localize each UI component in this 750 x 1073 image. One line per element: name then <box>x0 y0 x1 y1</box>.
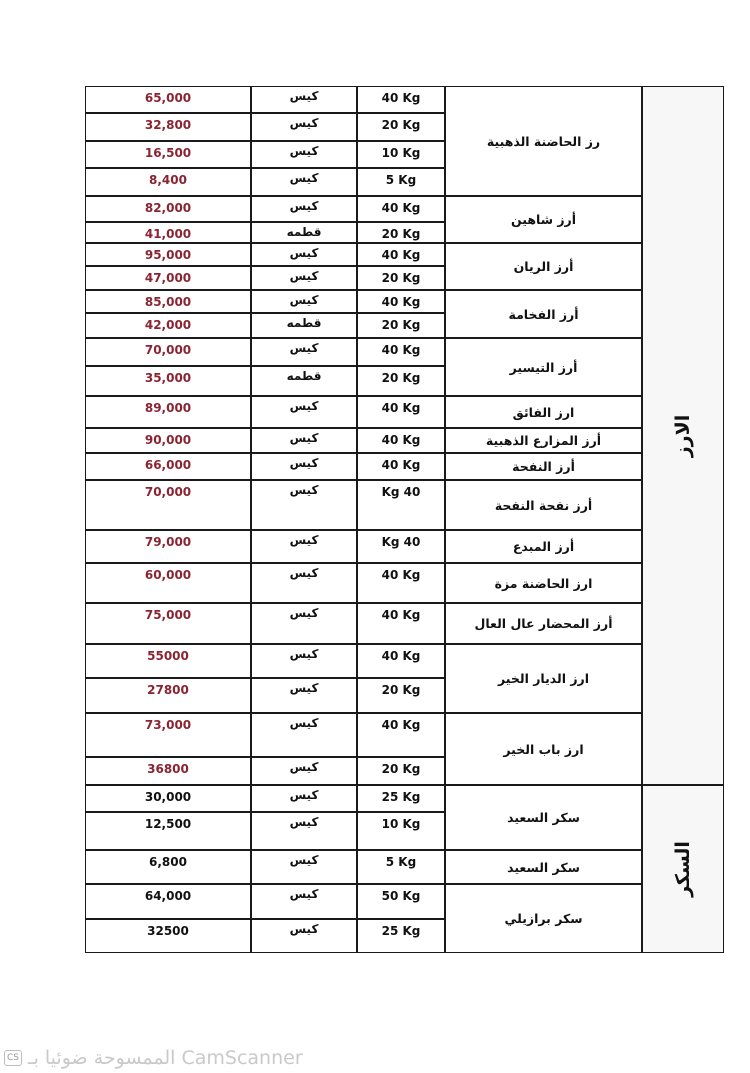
weight-cell: 40 Kg <box>357 453 445 480</box>
weight-cell: 40 Kg <box>357 603 445 644</box>
watermark-text: الممسوحة ضوئيا بـ CamScanner <box>28 1047 303 1069</box>
unit-cell: كيس <box>251 86 357 113</box>
price-cell: 70,000 <box>85 338 251 366</box>
product-name-cell: ارز الحاضنة مزة <box>445 563 642 603</box>
weight-cell: 40 Kg <box>357 243 445 266</box>
category-cell <box>642 785 724 953</box>
product-name-cell: أرز المزارع الذهبية <box>445 428 642 453</box>
product-name-cell: أرز التيسير <box>445 338 642 396</box>
product-name-cell: أرز نفحة النفحة <box>445 480 642 530</box>
unit-cell: قطمه <box>251 313 357 338</box>
price-cell: 36800 <box>85 757 251 785</box>
price-cell: 70,000 <box>85 480 251 530</box>
unit-cell: كيس <box>251 428 357 453</box>
weight-cell: 20 Kg <box>357 757 445 785</box>
category-cell <box>642 86 724 785</box>
category-label: السكر <box>672 841 694 897</box>
weight-cell: 20 Kg <box>357 113 445 141</box>
price-cell: 42,000 <box>85 313 251 338</box>
unit-cell: كيس <box>251 396 357 428</box>
product-name-cell: ارز الديار الخير <box>445 644 642 713</box>
price-cell: 35,000 <box>85 366 251 396</box>
weight-cell: 20 Kg <box>357 366 445 396</box>
unit-cell: كيس <box>251 141 357 168</box>
unit-cell: كيس <box>251 884 357 919</box>
price-cell: 41,000 <box>85 222 251 243</box>
price-cell: 55000 <box>85 644 251 678</box>
camscanner-logo-icon: CS <box>4 1050 22 1066</box>
unit-cell: كيس <box>251 757 357 785</box>
unit-cell: كيس <box>251 338 357 366</box>
unit-cell: كيس <box>251 196 357 222</box>
unit-cell: كيس <box>251 812 357 850</box>
product-name-cell: أرز النفحة <box>445 453 642 480</box>
weight-cell: 40 Kg <box>357 290 445 313</box>
camscanner-watermark <box>0 1047 303 1069</box>
price-cell: 75,000 <box>85 603 251 644</box>
weight-cell: 40 Kg <box>357 196 445 222</box>
unit-cell: كيس <box>251 644 357 678</box>
product-name-cell: أرز المحضار عال العال <box>445 603 642 644</box>
product-name-cell: ارز الفائق <box>445 396 642 428</box>
weight-cell: 20 Kg <box>357 222 445 243</box>
weight-cell: Kg 40 <box>357 480 445 530</box>
weight-cell: 20 Kg <box>357 313 445 338</box>
weight-cell: 40 Kg <box>357 428 445 453</box>
product-name-cell: سكر السعيد <box>445 850 642 884</box>
weight-cell: 40 Kg <box>357 338 445 366</box>
category-label: الارز <box>672 414 694 457</box>
price-cell: 82,000 <box>85 196 251 222</box>
price-cell: 60,000 <box>85 563 251 603</box>
product-name-cell: أرز الفخامة <box>445 290 642 338</box>
weight-cell: 10 Kg <box>357 141 445 168</box>
price-cell: 8,400 <box>85 168 251 196</box>
unit-cell: كيس <box>251 563 357 603</box>
unit-cell: كيس <box>251 530 357 563</box>
unit-cell: قطمه <box>251 366 357 396</box>
unit-cell: كيس <box>251 480 357 530</box>
price-cell: 95,000 <box>85 243 251 266</box>
unit-cell: كيس <box>251 919 357 953</box>
weight-cell: 20 Kg <box>357 678 445 713</box>
weight-cell: 20 Kg <box>357 266 445 290</box>
weight-cell: 25 Kg <box>357 919 445 953</box>
unit-cell: كيس <box>251 453 357 480</box>
weight-cell: Kg 40 <box>357 530 445 563</box>
weight-cell: 5 Kg <box>357 850 445 884</box>
price-cell: 73,000 <box>85 713 251 757</box>
price-cell: 32500 <box>85 919 251 953</box>
product-name-cell: أرز شاهين <box>445 196 642 243</box>
price-cell: 90,000 <box>85 428 251 453</box>
unit-cell: كيس <box>251 113 357 141</box>
unit-cell: كيس <box>251 290 357 313</box>
weight-cell: 25 Kg <box>357 785 445 812</box>
product-name-cell: ارز باب الخير <box>445 713 642 785</box>
price-cell: 30,000 <box>85 785 251 812</box>
weight-cell: 50 Kg <box>357 884 445 919</box>
price-cell: 66,000 <box>85 453 251 480</box>
unit-cell: كيس <box>251 603 357 644</box>
unit-cell: كيس <box>251 243 357 266</box>
price-cell: 65,000 <box>85 86 251 113</box>
price-cell: 47,000 <box>85 266 251 290</box>
price-cell: 64,000 <box>85 884 251 919</box>
unit-cell: قطمه <box>251 222 357 243</box>
weight-cell: 10 Kg <box>357 812 445 850</box>
weight-cell: 5 Kg <box>357 168 445 196</box>
unit-cell: كيس <box>251 678 357 713</box>
product-name-cell: سكر برازيلي <box>445 884 642 953</box>
product-name-cell: أرز الريان <box>445 243 642 290</box>
price-cell: 79,000 <box>85 530 251 563</box>
price-cell: 6,800 <box>85 850 251 884</box>
price-cell: 32,800 <box>85 113 251 141</box>
weight-cell: 40 Kg <box>357 86 445 113</box>
weight-cell: 40 Kg <box>357 713 445 757</box>
weight-cell: 40 Kg <box>357 644 445 678</box>
price-cell: 12,500 <box>85 812 251 850</box>
price-cell: 85,000 <box>85 290 251 313</box>
unit-cell: كيس <box>251 713 357 757</box>
weight-cell: 40 Kg <box>357 563 445 603</box>
unit-cell: كيس <box>251 168 357 196</box>
product-name-cell: رز الحاضنة الذهبية <box>445 86 642 196</box>
product-name-cell: أرز المبدع <box>445 530 642 563</box>
product-name-cell: سكر السعيد <box>445 785 642 850</box>
weight-cell: 40 Kg <box>357 396 445 428</box>
price-cell: 27800 <box>85 678 251 713</box>
unit-cell: كيس <box>251 850 357 884</box>
unit-cell: كيس <box>251 266 357 290</box>
price-cell: 16,500 <box>85 141 251 168</box>
unit-cell: كيس <box>251 785 357 812</box>
price-cell: 89,000 <box>85 396 251 428</box>
